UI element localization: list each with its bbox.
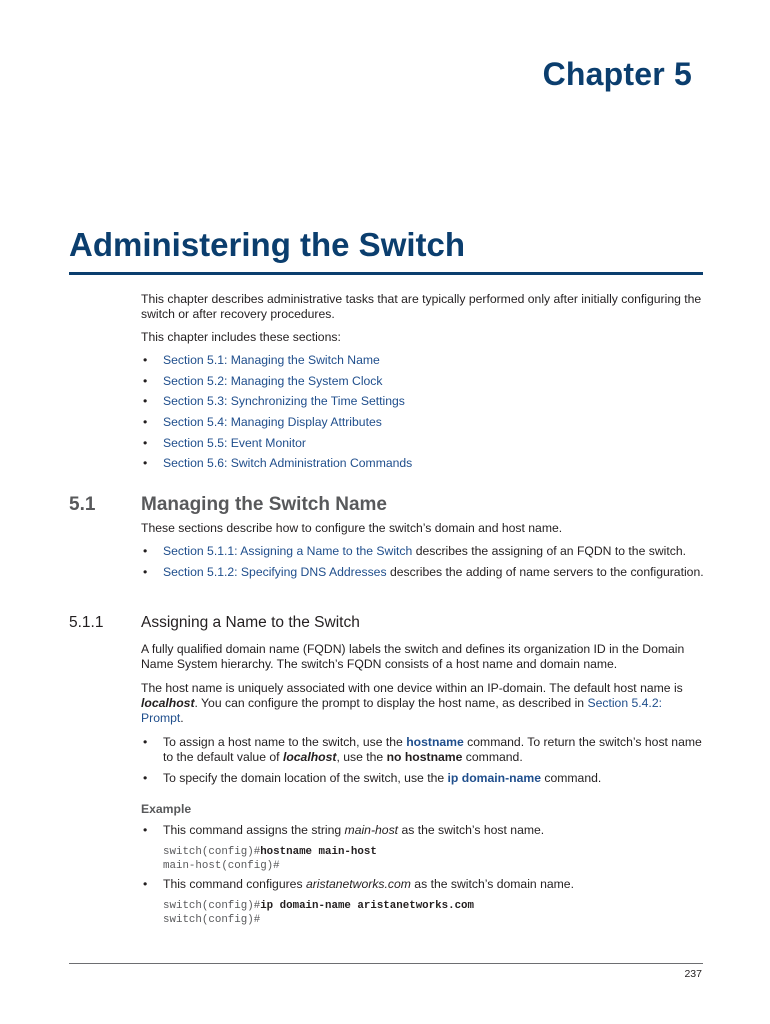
- subsection-link-5-1-2[interactable]: Section 5.1.2: Specifying DNS Addresses: [163, 565, 387, 579]
- list-item: • To specify the domain location of the switch, use the ip domain-name command.: [141, 771, 706, 786]
- subsection-heading: Assigning a Name to the Switch: [141, 614, 360, 631]
- section-list: [141, 353, 706, 471]
- list-item: • This command configures aristanetworks.com as the switch’s domain name.: [141, 877, 706, 892]
- subsection-number: 5.1.1: [69, 614, 104, 631]
- section-description: These sections describe how to configure the switch’s domain and host name.: [141, 521, 563, 535]
- footer-rule: [69, 963, 703, 964]
- list-item: • Section 5.1.2: Specifying DNS Addresses describes the adding of name servers to the configuration.: [141, 565, 706, 580]
- fqdn-paragraph: A fully qualified domain name (FQDN) labels the switch and defines its organization ID in the Domain Name System hierarchy. The switch’s FQDN consists of a host name and domain name.: [141, 642, 685, 671]
- section-link-5-1[interactable]: • Section 5.1: Managing the Switch Name: [141, 353, 706, 368]
- section-number: 5.1: [69, 494, 96, 515]
- subsection-link-5-1-1[interactable]: Section 5.1.1: Assigning a Name to the Switch: [163, 544, 413, 558]
- list-item: • This command assigns the string main-host as the switch’s host name.: [141, 823, 706, 838]
- section-link-5-3[interactable]: • Section 5.3: Synchronizing the Time Settings: [141, 394, 706, 409]
- section-heading: Managing the Switch Name: [141, 494, 387, 515]
- chapter-label: Chapter 5: [542, 56, 692, 92]
- chapter-title: Administering the Switch: [69, 226, 466, 263]
- code-block-hostname: switch(config)#hostname main-host main-host(config)#: [163, 846, 377, 872]
- command-list: [141, 735, 706, 786]
- section-link-5-6[interactable]: • Section 5.6: Switch Administration Commands: [141, 456, 706, 471]
- list-item: • To assign a host name to the switch, use the hostname command. To return the switch’s host name to the default value of localhost, use the no hostname command.: [141, 735, 706, 765]
- section-link-5-4[interactable]: • Section 5.4: Managing Display Attributes: [141, 415, 706, 430]
- example-list-2: [141, 877, 706, 892]
- prompt-section-link[interactable]: Section 5.4.2: Prompt: [141, 696, 662, 725]
- section-link-5-5[interactable]: • Section 5.5: Event Monitor: [141, 436, 706, 451]
- title-rule: [69, 272, 703, 275]
- code-block-domain-name: switch(config)#ip domain-name aristanetworks.com switch(config)#: [163, 900, 475, 926]
- example-heading: Example: [141, 802, 192, 816]
- ip-domain-name-command: ip domain-name: [447, 771, 541, 785]
- intro-paragraph: This chapter describes administrative tasks that are typically performed only after initially configuring the switch or after recovery procedures.: [141, 292, 702, 321]
- example-list-1: [141, 823, 706, 838]
- intro-sections-lead: This chapter includes these sections:: [141, 330, 341, 344]
- list-item: • Section 5.1.1: Assigning a Name to the Switch describes the assigning of an FQDN to the switch.: [141, 544, 706, 559]
- subsection-list: [141, 544, 706, 580]
- section-link-5-2[interactable]: • Section 5.2: Managing the System Clock: [141, 374, 706, 389]
- hostname-paragraph: The host name is uniquely associated with one device within an IP-domain. The default host name is localhost. You can configure the prompt to display the host name, as described in Section 5.4.2: Prompt.: [141, 681, 683, 725]
- page-number: 237: [684, 968, 702, 980]
- hostname-command: hostname: [406, 735, 464, 749]
